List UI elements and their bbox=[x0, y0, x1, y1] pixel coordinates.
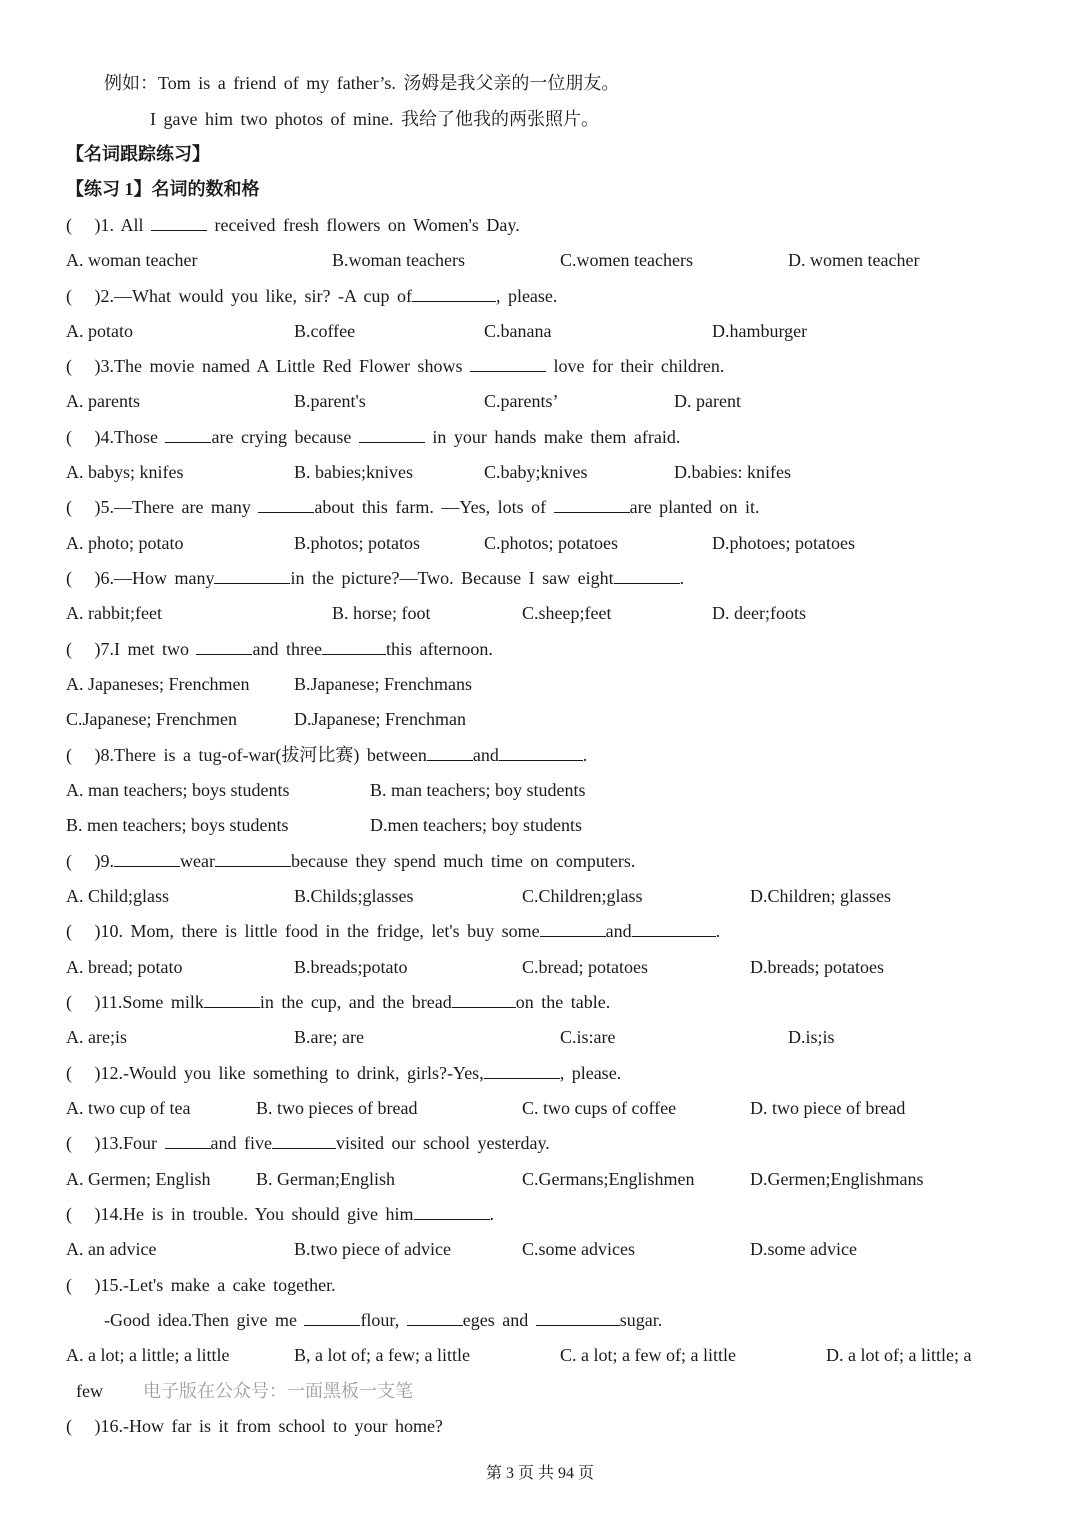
answer-blank bbox=[536, 1307, 620, 1326]
answer-blank bbox=[540, 918, 606, 937]
option-d: D.breads; potatoes bbox=[750, 957, 884, 977]
option-b: B.breads;potato bbox=[294, 957, 408, 977]
question-13: ( )13.Four and five visited our school yesterday. bbox=[66, 1128, 550, 1158]
answer-blank bbox=[272, 1130, 336, 1149]
question-12: ( )12.-Would you like something to drink, girls?-Yes, , please. bbox=[66, 1058, 621, 1088]
option-a: A. a lot; a little; a little bbox=[66, 1345, 230, 1365]
answer-blank bbox=[499, 742, 583, 761]
question-13-options bbox=[66, 1164, 1066, 1194]
question-14: ( )14.He is in trouble. You should give him . bbox=[66, 1199, 494, 1229]
option-d: D.babies: knifes bbox=[674, 462, 791, 482]
option-b: B, a lot of; a few; a little bbox=[294, 1345, 470, 1365]
question-14-options bbox=[66, 1234, 1066, 1264]
question-11-options bbox=[66, 1022, 1066, 1052]
option-a: A. are;is bbox=[66, 1027, 127, 1047]
answer-blank bbox=[632, 918, 716, 937]
question-8-options-row1 bbox=[66, 775, 1066, 805]
option-c: C.baby;knives bbox=[484, 462, 588, 482]
option-c: C.sheep;feet bbox=[522, 603, 612, 623]
question-3-options bbox=[66, 386, 1066, 416]
option-d: D.Children; glasses bbox=[750, 886, 891, 906]
option-d: D. two piece of bread bbox=[750, 1098, 906, 1118]
option-d: D.is;is bbox=[788, 1027, 835, 1047]
answer-blank bbox=[484, 1060, 560, 1079]
question-8-options-row2 bbox=[66, 810, 1066, 840]
option-d: D.men teachers; boy students bbox=[370, 815, 582, 835]
question-1-options bbox=[66, 245, 1066, 275]
question-4: ( )4.Those are crying because in your hands make them afraid. bbox=[66, 422, 680, 452]
question-3: ( )3.The movie named A Little Red Flower shows love for their children. bbox=[66, 351, 724, 381]
option-c: C. two cups of coffee bbox=[522, 1098, 677, 1118]
option-a: A. woman teacher bbox=[66, 250, 198, 270]
question-10-options bbox=[66, 952, 1066, 982]
option-b: B.photos; potatos bbox=[294, 533, 421, 553]
question-1: ( )1. All received fresh flowers on Women's Day. bbox=[66, 210, 520, 240]
section-title: 【名词跟踪练习】 bbox=[66, 144, 210, 164]
option-d: D.hamburger bbox=[712, 321, 808, 341]
question-4-options bbox=[66, 457, 1066, 487]
answer-blank bbox=[412, 283, 496, 302]
option-a: A. potato bbox=[66, 321, 133, 341]
answer-blank bbox=[554, 494, 630, 513]
answer-blank bbox=[214, 565, 290, 584]
example-line-2: I gave him two photos of mine. 我给了他我的两张照片。 bbox=[150, 109, 599, 129]
option-d: D. parent bbox=[674, 391, 741, 411]
option-a: A. two cup of tea bbox=[66, 1098, 191, 1118]
answer-blank bbox=[304, 1307, 360, 1326]
question-16: ( )16.-How far is it from school to your home? bbox=[66, 1416, 443, 1436]
example-line-1: 例如：Tom is a friend of my father’s. 汤姆是我父亲的一位朋友。 bbox=[104, 73, 620, 93]
option-d: D.Japanese; Frenchman bbox=[294, 709, 466, 729]
question-9-options bbox=[66, 881, 1066, 911]
option-c: C.banana bbox=[484, 321, 552, 341]
answer-blank bbox=[114, 848, 180, 867]
question-11: ( )11.Some milk in the cup, and the bread on the table. bbox=[66, 987, 610, 1017]
answer-blank bbox=[165, 1130, 211, 1149]
option-c: C.bread; potatoes bbox=[522, 957, 648, 977]
question-6: ( )6.—How many in the picture?—Two. Because I saw eight . bbox=[66, 563, 684, 593]
option-b: B. German;English bbox=[256, 1169, 395, 1189]
option-c: C.parents’ bbox=[484, 391, 559, 411]
option-d: D. a lot of; a little; a bbox=[826, 1345, 972, 1365]
answer-blank bbox=[204, 989, 260, 1008]
answer-blank bbox=[151, 212, 207, 231]
option-b: B. two pieces of bread bbox=[256, 1098, 418, 1118]
option-a: A. Germen; English bbox=[66, 1169, 211, 1189]
answer-blank bbox=[359, 424, 425, 443]
question-7: ( )7.I met two and three this afternoon. bbox=[66, 634, 493, 664]
option-a: A. Japaneses; Frenchmen bbox=[66, 674, 250, 694]
question-15-line-2: -Good idea.Then give me flour, eges and sugar. bbox=[104, 1305, 662, 1335]
answer-blank bbox=[322, 636, 386, 655]
option-b: B.Japanese; Frenchmans bbox=[294, 674, 472, 694]
option-d: D.Germen;Englishmans bbox=[750, 1169, 924, 1189]
answer-blank bbox=[165, 424, 211, 443]
option-b: B. horse; foot bbox=[332, 603, 431, 623]
question-8: ( )8.There is a tug-of-war(拔河比赛) between and . bbox=[66, 740, 587, 770]
question-2-options bbox=[66, 316, 1066, 346]
option-d: D. deer;foots bbox=[712, 603, 806, 623]
option-b: B.coffee bbox=[294, 321, 356, 341]
question-6-options bbox=[66, 598, 1066, 628]
option-c: C.is:are bbox=[560, 1027, 616, 1047]
option-b: B.are; are bbox=[294, 1027, 364, 1047]
question-12-options bbox=[66, 1093, 1066, 1123]
option-a: A. Child;glass bbox=[66, 886, 170, 906]
option-a: A. rabbit;feet bbox=[66, 603, 162, 623]
option-c: C.photos; potatoes bbox=[484, 533, 618, 553]
answer-blank bbox=[407, 1307, 463, 1326]
option-a: A. babys; knifes bbox=[66, 462, 184, 482]
option-a: A. photo; potato bbox=[66, 533, 184, 553]
option-b: B. man teachers; boy students bbox=[370, 780, 586, 800]
option-c: C.some advices bbox=[522, 1239, 635, 1259]
option-b: B.woman teachers bbox=[332, 250, 465, 270]
option-c: C.Japanese; Frenchmen bbox=[66, 709, 237, 729]
option-a: A. parents bbox=[66, 391, 140, 411]
question-7-options-row2 bbox=[66, 704, 1066, 734]
answer-blank bbox=[258, 494, 314, 513]
option-b: B. babies;knives bbox=[294, 462, 413, 482]
answer-blank bbox=[427, 742, 473, 761]
page-footer: 第 3 页 共 94 页 bbox=[485, 1465, 594, 1482]
answer-blank bbox=[614, 565, 680, 584]
option-c: C.Germans;Englishmen bbox=[522, 1169, 695, 1189]
answer-blank bbox=[414, 1201, 490, 1220]
question-15-options bbox=[66, 1340, 1026, 1370]
option-c: C.Children;glass bbox=[522, 886, 643, 906]
answer-blank bbox=[470, 353, 546, 372]
option-a: A. man teachers; boys students bbox=[66, 780, 290, 800]
option-b: B.two piece of advice bbox=[294, 1239, 451, 1259]
question-15: ( )15.-Let's make a cake together. bbox=[66, 1275, 336, 1295]
option-b: B.parent's bbox=[294, 391, 366, 411]
question-9: ( )9. wear because they spend much time on computers. bbox=[66, 846, 635, 876]
option-a: A. an advice bbox=[66, 1239, 157, 1259]
exercise-title: 【练习 1】名词的数和格 bbox=[66, 179, 260, 199]
option-a: A. bread; potato bbox=[66, 957, 183, 977]
question-15-options-continued: few 电子版在公众号：一面黑板一支笔 bbox=[76, 1381, 413, 1401]
option-d: D.photoes; potatoes bbox=[712, 533, 855, 553]
answer-blank bbox=[215, 848, 291, 867]
option-b-alt: B. men teachers; boys students bbox=[66, 815, 289, 835]
option-d: D. women teacher bbox=[788, 250, 920, 270]
option-b: B.Childs;glasses bbox=[294, 886, 414, 906]
question-5-options bbox=[66, 528, 1066, 558]
answer-blank bbox=[452, 989, 516, 1008]
option-c: C.women teachers bbox=[560, 250, 693, 270]
question-7-options-row1 bbox=[66, 669, 1066, 699]
question-5: ( )5.—There are many about this farm. —Yes, lots of are planted on it. bbox=[66, 492, 760, 522]
question-10: ( )10. Mom, there is little food in the fridge, let's buy some and . bbox=[66, 916, 720, 946]
option-d: D.some advice bbox=[750, 1239, 857, 1259]
watermark: 电子版在公众号：一面黑板一支笔 bbox=[142, 1381, 413, 1401]
answer-blank bbox=[196, 636, 252, 655]
question-2: ( )2.—What would you like, sir? -A cup of , please. bbox=[66, 281, 557, 311]
option-c: C. a lot; a few of; a little bbox=[560, 1345, 736, 1365]
